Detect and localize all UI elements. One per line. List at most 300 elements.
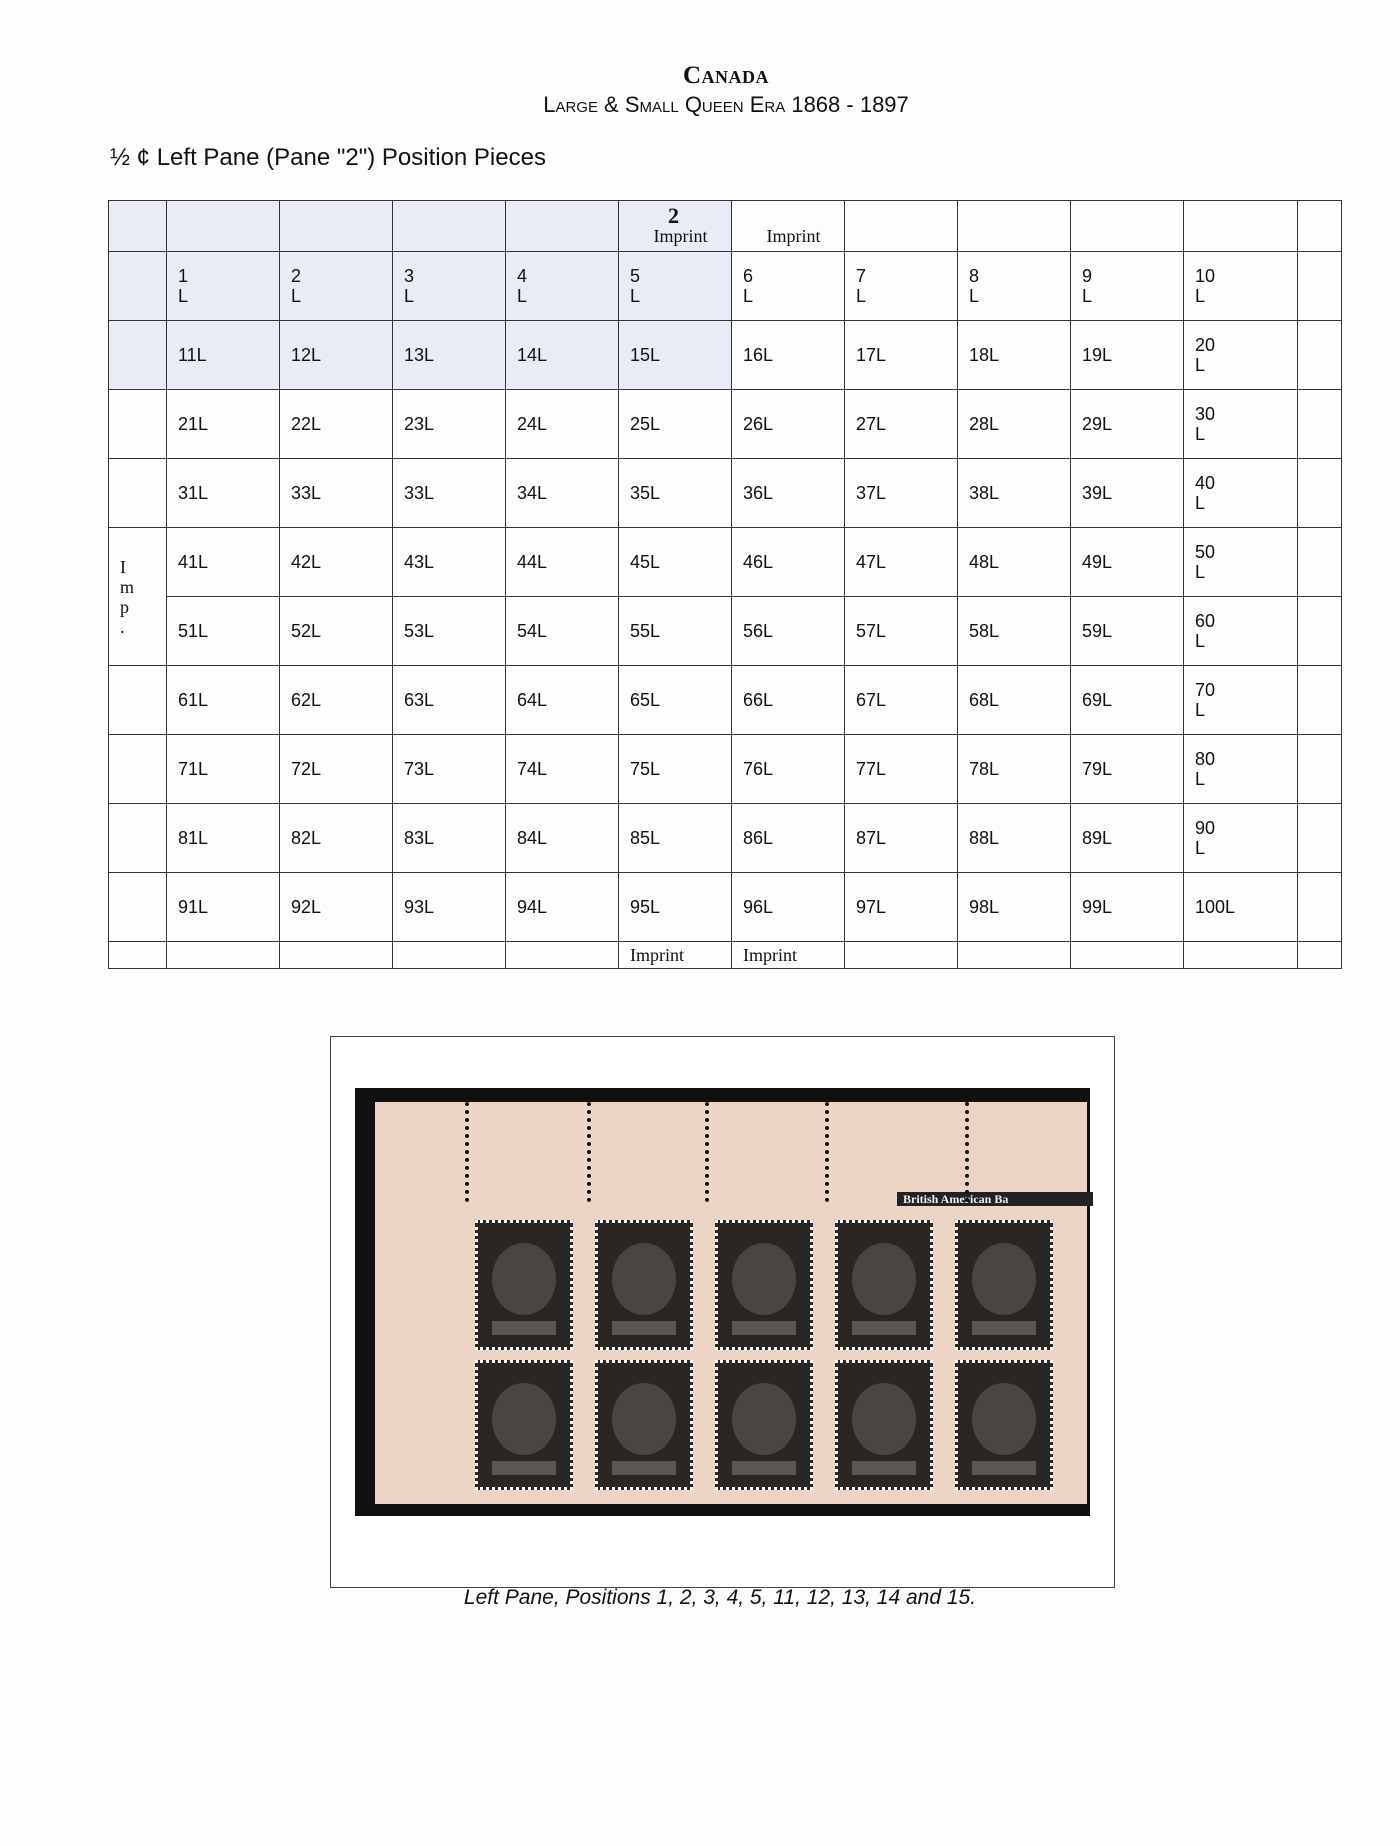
position-cell bbox=[619, 873, 732, 942]
pane-number-cell bbox=[619, 201, 732, 252]
position-cell bbox=[1184, 390, 1298, 459]
side-imprint-letter: m bbox=[120, 576, 135, 597]
position-cell bbox=[732, 390, 845, 459]
position-label: 31L bbox=[178, 483, 209, 503]
position-cell bbox=[958, 528, 1071, 597]
selvage bbox=[375, 1102, 1087, 1504]
position-label: 63L bbox=[404, 690, 435, 710]
position-label: 71L bbox=[178, 759, 209, 779]
position-label: 100L bbox=[1195, 897, 1236, 917]
grid-row bbox=[109, 528, 1342, 597]
margin-cell bbox=[1298, 666, 1342, 735]
position-cell bbox=[732, 528, 845, 597]
position-label: 33L bbox=[291, 483, 322, 503]
position-label: 88L bbox=[969, 828, 1000, 848]
position-cell bbox=[619, 390, 732, 459]
grid-row bbox=[109, 597, 1342, 666]
margin-cell bbox=[1298, 528, 1342, 597]
margin-cell bbox=[109, 873, 167, 942]
margin-cell bbox=[109, 252, 167, 321]
position-label: 44L bbox=[517, 552, 548, 572]
position-cell bbox=[280, 735, 393, 804]
position-cell bbox=[732, 666, 845, 735]
photo-frame bbox=[330, 1036, 1115, 1588]
queen-portrait bbox=[972, 1383, 1036, 1455]
queen-portrait bbox=[492, 1243, 556, 1315]
perforation-line bbox=[965, 1102, 969, 1202]
position-cell bbox=[1071, 597, 1184, 666]
position-label: 29L bbox=[1082, 414, 1113, 434]
position-label: 19L bbox=[1082, 345, 1113, 365]
position-label-part: 3 bbox=[404, 266, 415, 286]
position-cell bbox=[393, 666, 506, 735]
position-cell bbox=[1184, 735, 1298, 804]
margin-cell bbox=[1298, 390, 1342, 459]
imprint-cell bbox=[732, 942, 845, 969]
position-label: 38L bbox=[969, 483, 1000, 503]
side-imprint-cell bbox=[109, 528, 167, 666]
position-cell bbox=[167, 666, 280, 735]
position-label-part: L bbox=[1082, 286, 1093, 306]
position-label: 81L bbox=[178, 828, 209, 848]
position-cell bbox=[393, 804, 506, 873]
queen-portrait bbox=[972, 1243, 1036, 1315]
position-label: 17L bbox=[856, 345, 887, 365]
position-label: 83L bbox=[404, 828, 435, 848]
position-cell bbox=[958, 873, 1071, 942]
position-label: 62L bbox=[291, 690, 322, 710]
grid-row bbox=[109, 873, 1342, 942]
position-cell bbox=[1071, 873, 1184, 942]
position-label: 11L bbox=[178, 345, 207, 365]
stamp-image bbox=[955, 1360, 1053, 1490]
grid-row bbox=[109, 321, 1342, 390]
position-cell bbox=[1071, 459, 1184, 528]
imprint-cell bbox=[619, 942, 732, 969]
position-label-part: L bbox=[1195, 424, 1206, 444]
position-label: 43L bbox=[404, 552, 435, 572]
position-label-part: L bbox=[1195, 700, 1206, 720]
position-label: 76L bbox=[743, 759, 774, 779]
position-label: 84L bbox=[517, 828, 548, 848]
position-label: 65L bbox=[630, 690, 661, 710]
photo-caption: Left Pane, Positions 1, 2, 3, 4, 5, 11, 12, 13, 14 and 15. bbox=[463, 1586, 977, 1609]
position-label: 82L bbox=[291, 828, 322, 848]
position-cell bbox=[280, 666, 393, 735]
position-cell bbox=[732, 252, 845, 321]
position-cell bbox=[393, 873, 506, 942]
imprint-label: Imprint bbox=[630, 945, 684, 965]
position-label: 33L bbox=[404, 483, 435, 503]
margin-cell bbox=[1298, 459, 1342, 528]
stamp-image bbox=[715, 1360, 813, 1490]
grid-row bbox=[109, 390, 1342, 459]
value-tablet bbox=[612, 1321, 676, 1335]
position-cell bbox=[167, 735, 280, 804]
position-label: 49L bbox=[1082, 552, 1113, 572]
value-tablet bbox=[852, 1461, 916, 1475]
imprint-cell bbox=[732, 201, 845, 252]
position-cell bbox=[619, 252, 732, 321]
position-cell bbox=[845, 390, 958, 459]
position-label-part: 90 bbox=[1195, 818, 1216, 838]
value-tablet bbox=[612, 1461, 676, 1475]
position-cell bbox=[506, 666, 619, 735]
position-label-part: L bbox=[1195, 769, 1206, 789]
value-tablet bbox=[852, 1321, 916, 1335]
position-label-part: 9 bbox=[1082, 266, 1093, 286]
position-label: 98L bbox=[969, 897, 1000, 917]
position-cell bbox=[506, 597, 619, 666]
position-cell bbox=[1184, 804, 1298, 873]
position-label-part: L bbox=[1195, 562, 1206, 582]
position-label-part: 8 bbox=[969, 266, 980, 286]
position-label: 74L bbox=[517, 759, 548, 779]
position-label-part: 50 bbox=[1195, 542, 1216, 562]
stamp-image bbox=[715, 1220, 813, 1350]
position-cell bbox=[393, 252, 506, 321]
position-cell bbox=[845, 735, 958, 804]
perforation-line bbox=[825, 1102, 829, 1202]
perforation-line bbox=[465, 1102, 469, 1202]
position-label: 24L bbox=[517, 414, 548, 434]
position-cell bbox=[732, 459, 845, 528]
position-label: 55L bbox=[630, 621, 661, 641]
value-tablet bbox=[972, 1321, 1036, 1335]
position-cell bbox=[393, 321, 506, 390]
position-label-part: 2 bbox=[291, 266, 302, 286]
value-tablet bbox=[492, 1461, 556, 1475]
position-label-part: L bbox=[1195, 631, 1206, 651]
position-label: 92L bbox=[291, 897, 322, 917]
position-label: 93L bbox=[404, 897, 435, 917]
position-label-part: L bbox=[743, 286, 754, 306]
stamp-image bbox=[955, 1220, 1053, 1350]
position-cell bbox=[1184, 321, 1298, 390]
position-label: 73L bbox=[404, 759, 435, 779]
position-label: 57L bbox=[856, 621, 887, 641]
position-cell bbox=[1071, 390, 1184, 459]
position-cell bbox=[393, 597, 506, 666]
stamp-image bbox=[475, 1360, 573, 1490]
position-cell bbox=[845, 252, 958, 321]
position-cell bbox=[280, 873, 393, 942]
position-cell bbox=[1071, 804, 1184, 873]
position-label: 52L bbox=[291, 621, 322, 641]
position-label-part: 7 bbox=[856, 266, 867, 286]
side-imprint-letter: I bbox=[120, 556, 126, 577]
value-tablet bbox=[492, 1321, 556, 1335]
position-label-part: L bbox=[856, 286, 867, 306]
position-label: 86L bbox=[743, 828, 774, 848]
position-cell bbox=[958, 666, 1071, 735]
position-label-part: 80 bbox=[1195, 749, 1216, 769]
position-cell bbox=[167, 873, 280, 942]
margin-cell bbox=[109, 666, 167, 735]
position-cell bbox=[958, 459, 1071, 528]
position-cell bbox=[393, 459, 506, 528]
position-cell bbox=[167, 321, 280, 390]
position-label: 22L bbox=[291, 414, 322, 434]
position-cell bbox=[280, 804, 393, 873]
position-cell bbox=[958, 321, 1071, 390]
position-label: 13L bbox=[404, 345, 435, 365]
position-cell bbox=[167, 390, 280, 459]
queen-portrait bbox=[612, 1243, 676, 1315]
queen-portrait bbox=[492, 1383, 556, 1455]
position-cell bbox=[732, 873, 845, 942]
queen-portrait bbox=[852, 1383, 916, 1455]
position-cell bbox=[167, 459, 280, 528]
position-label: 94L bbox=[517, 897, 548, 917]
page-title: Canada bbox=[682, 62, 770, 89]
position-label: 54L bbox=[517, 621, 548, 641]
position-cell bbox=[1184, 597, 1298, 666]
queen-portrait bbox=[612, 1383, 676, 1455]
stamp-image bbox=[595, 1360, 693, 1490]
position-cell bbox=[167, 804, 280, 873]
position-label: 25L bbox=[630, 414, 661, 434]
position-label: 69L bbox=[1082, 690, 1113, 710]
position-label: 48L bbox=[969, 552, 1000, 572]
position-label-part: 10 bbox=[1195, 266, 1216, 286]
perforation-line bbox=[587, 1102, 591, 1202]
margin-cell bbox=[109, 804, 167, 873]
position-label-part: L bbox=[517, 286, 528, 306]
position-label: 89L bbox=[1082, 828, 1113, 848]
position-cell bbox=[958, 252, 1071, 321]
position-cell bbox=[958, 390, 1071, 459]
position-cell bbox=[280, 252, 393, 321]
position-label-part: L bbox=[630, 286, 641, 306]
grid-row bbox=[109, 459, 1342, 528]
imprint-label: Imprint bbox=[766, 226, 821, 246]
position-label-part: L bbox=[1195, 355, 1206, 375]
position-label: 91L bbox=[178, 897, 209, 917]
position-cell bbox=[619, 459, 732, 528]
position-cell bbox=[506, 735, 619, 804]
margin-cell bbox=[109, 390, 167, 459]
position-label: 42L bbox=[291, 552, 322, 572]
position-cell bbox=[393, 735, 506, 804]
grid-row bbox=[109, 735, 1342, 804]
position-cell bbox=[1184, 252, 1298, 321]
position-label: 59L bbox=[1082, 621, 1113, 641]
position-cell bbox=[619, 528, 732, 597]
position-label: 21L bbox=[178, 414, 209, 434]
value-tablet bbox=[972, 1461, 1036, 1475]
position-label: 45L bbox=[630, 552, 661, 572]
margin-cell bbox=[109, 459, 167, 528]
queen-portrait bbox=[732, 1383, 796, 1455]
position-cell bbox=[732, 597, 845, 666]
position-cell bbox=[845, 459, 958, 528]
position-label: 79L bbox=[1082, 759, 1113, 779]
position-label: 96L bbox=[743, 897, 774, 917]
stamp-block-photo bbox=[355, 1088, 1090, 1516]
pane-number: 2 bbox=[668, 203, 679, 228]
position-label: 26L bbox=[743, 414, 774, 434]
position-cell bbox=[280, 459, 393, 528]
margin-cell bbox=[1298, 873, 1342, 942]
position-label: 53L bbox=[404, 621, 435, 641]
position-cell bbox=[1071, 321, 1184, 390]
side-imprint-letter: p bbox=[120, 596, 129, 617]
stamp-image bbox=[475, 1220, 573, 1350]
position-label-part: 6 bbox=[743, 266, 754, 286]
position-cell bbox=[1071, 735, 1184, 804]
position-cell bbox=[506, 459, 619, 528]
grid-header-row bbox=[109, 201, 1342, 252]
position-label-part: 20 bbox=[1195, 335, 1216, 355]
position-label: 66L bbox=[743, 690, 774, 710]
position-cell bbox=[1071, 528, 1184, 597]
position-cell bbox=[619, 321, 732, 390]
grid-row bbox=[109, 252, 1342, 321]
position-label: 46L bbox=[743, 552, 774, 572]
section-heading: ½ ¢ Left Pane (Pane "2") Position Pieces bbox=[110, 144, 546, 171]
position-label: 97L bbox=[856, 897, 887, 917]
position-cell bbox=[506, 390, 619, 459]
position-cell bbox=[958, 735, 1071, 804]
position-label: 41L bbox=[178, 552, 209, 572]
position-label-part: L bbox=[404, 286, 415, 306]
position-label: 34L bbox=[517, 483, 548, 503]
position-label-part: 60 bbox=[1195, 611, 1216, 631]
position-cell bbox=[958, 597, 1071, 666]
side-imprint-letter: . bbox=[120, 616, 125, 637]
position-label: 56L bbox=[743, 621, 774, 641]
position-grid bbox=[108, 200, 1342, 969]
margin-cell bbox=[1298, 252, 1342, 321]
margin-cell bbox=[1298, 597, 1342, 666]
position-cell bbox=[845, 597, 958, 666]
position-label: 51L bbox=[178, 621, 209, 641]
grid-row bbox=[109, 666, 1342, 735]
position-label: 87L bbox=[856, 828, 887, 848]
perforation-line bbox=[705, 1102, 709, 1202]
position-label: 68L bbox=[969, 690, 1000, 710]
margin-cell bbox=[1298, 804, 1342, 873]
position-cell bbox=[1184, 873, 1298, 942]
position-cell bbox=[393, 390, 506, 459]
position-label: 67L bbox=[856, 690, 887, 710]
position-label-part: L bbox=[291, 286, 302, 306]
position-cell bbox=[1184, 459, 1298, 528]
position-label: 12L bbox=[291, 345, 322, 365]
position-cell bbox=[167, 597, 280, 666]
stamp-image bbox=[835, 1220, 933, 1350]
position-cell bbox=[1184, 666, 1298, 735]
position-label: 37L bbox=[856, 483, 887, 503]
position-label: 85L bbox=[630, 828, 661, 848]
position-label: 99L bbox=[1082, 897, 1113, 917]
position-cell bbox=[167, 528, 280, 597]
value-tablet bbox=[732, 1321, 796, 1335]
position-label-part: 40 bbox=[1195, 473, 1216, 493]
position-cell bbox=[845, 804, 958, 873]
position-label-part: L bbox=[1195, 493, 1206, 513]
position-cell bbox=[1184, 528, 1298, 597]
stamp-image bbox=[835, 1360, 933, 1490]
position-cell bbox=[619, 735, 732, 804]
position-label: 15L bbox=[630, 345, 661, 365]
position-cell bbox=[280, 597, 393, 666]
position-label: 95L bbox=[630, 897, 661, 917]
plate-imprint: British American Ba bbox=[897, 1192, 1093, 1206]
position-cell bbox=[280, 390, 393, 459]
position-cell bbox=[1071, 666, 1184, 735]
position-cell bbox=[845, 873, 958, 942]
margin-cell bbox=[109, 735, 167, 804]
position-label: 14L bbox=[517, 345, 548, 365]
grid-row bbox=[109, 804, 1342, 873]
position-cell bbox=[506, 804, 619, 873]
position-label-part: L bbox=[1195, 838, 1206, 858]
position-cell bbox=[619, 666, 732, 735]
position-label: 36L bbox=[743, 483, 774, 503]
margin-cell bbox=[109, 321, 167, 390]
position-cell bbox=[845, 666, 958, 735]
position-label: 27L bbox=[856, 414, 887, 434]
position-cell bbox=[732, 735, 845, 804]
imprint-label: Imprint bbox=[653, 226, 708, 246]
position-cell bbox=[619, 804, 732, 873]
position-label: 35L bbox=[630, 483, 661, 503]
position-label: 47L bbox=[856, 552, 887, 572]
position-label: 58L bbox=[969, 621, 1000, 641]
position-label: 18L bbox=[969, 345, 1000, 365]
margin-cell bbox=[1298, 735, 1342, 804]
position-label-part: 1 bbox=[178, 266, 189, 286]
position-cell bbox=[393, 528, 506, 597]
position-cell bbox=[167, 252, 280, 321]
position-cell bbox=[732, 321, 845, 390]
position-cell bbox=[1071, 252, 1184, 321]
position-cell bbox=[506, 528, 619, 597]
margin-cell bbox=[1298, 321, 1342, 390]
position-label-part: L bbox=[1195, 286, 1206, 306]
position-label-part: L bbox=[178, 286, 189, 306]
position-label: 78L bbox=[969, 759, 1000, 779]
position-label: 64L bbox=[517, 690, 548, 710]
position-label: 39L bbox=[1082, 483, 1113, 503]
position-cell bbox=[506, 873, 619, 942]
position-label-part: L bbox=[969, 286, 980, 306]
position-cell bbox=[506, 321, 619, 390]
position-label: 23L bbox=[404, 414, 435, 434]
position-label-part: 5 bbox=[630, 266, 641, 286]
position-cell bbox=[845, 528, 958, 597]
position-cell bbox=[958, 804, 1071, 873]
grid-footer-row bbox=[109, 942, 1342, 969]
position-label: 16L bbox=[743, 345, 774, 365]
position-label: 28L bbox=[969, 414, 1000, 434]
page-subtitle: Large & Small Queen Era 1868 - 1897 bbox=[543, 92, 909, 117]
position-label: 77L bbox=[856, 759, 887, 779]
position-cell bbox=[845, 321, 958, 390]
position-label-part: 30 bbox=[1195, 404, 1216, 424]
position-cell bbox=[619, 597, 732, 666]
imprint-label: Imprint bbox=[743, 945, 797, 965]
queen-portrait bbox=[852, 1243, 916, 1315]
position-cell bbox=[280, 321, 393, 390]
position-cell bbox=[506, 252, 619, 321]
position-label-part: 4 bbox=[517, 266, 528, 286]
position-cell bbox=[732, 804, 845, 873]
position-label: 75L bbox=[630, 759, 661, 779]
queen-portrait bbox=[732, 1243, 796, 1315]
